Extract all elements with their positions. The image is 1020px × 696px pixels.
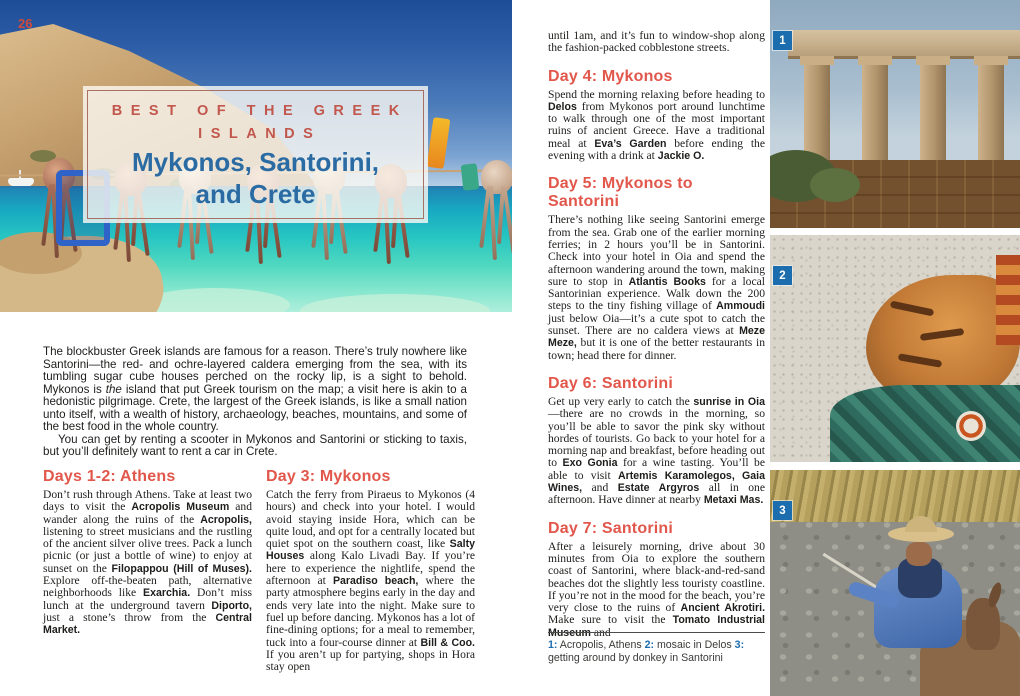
day-3-heading: Day 3: Mykonos bbox=[266, 468, 391, 485]
article-title-line1: Mykonos, Santorini, bbox=[131, 147, 380, 178]
page-number: 26 bbox=[18, 16, 33, 31]
day-3-body: Catch the ferry from Piraeus to Mykonos (4 hours) and check into your hotel. I would avoid staying inside Hora, which can be quite loud, and opt for a centrally located but quiet spot on the southern coast, like Salty Houses along Kalo Livadi Bay. If you’re here to experience the nightlife, spend the afternoon at Paradiso beach, where the party atmosphere begins early in the day and ends very late into the night. Make sure to fuel up before dancing. Mykonos has a lot of fine-dining options; for a meal to remember, tuck into a four-course dinner at Bill & Coo. If you aren’t up for partying, shops in Hora stay open bbox=[266, 488, 475, 674]
photo-donkey bbox=[770, 470, 1020, 696]
tree bbox=[810, 168, 860, 202]
article-title-line2: and Crete bbox=[195, 178, 316, 209]
boat bbox=[8, 178, 34, 186]
day-5-body: There’s nothing like seeing Santorini emerge from the sea. Grab one of the earlier morning ferries; in 2 hours you’ll be in Santorini. Check into your hotel in Oia and spend the afternoon wandering around the town, making sure to stop in Atlantis Books for a local Santorinian experience. Walk down the 200 steps to the tiny fishing village of Ammoudi just below Oia—it’s a cute spot to catch the sunset. There are no caldera views at Meze Meze, but it is one of the better restaurants in town; head there for dinner. bbox=[548, 213, 765, 362]
day-4-body: Spend the morning relaxing before heading to Delos from Mykonos port around lunchtime to walk through one of the most important ruins of ancient Greece. Have a traditional meal at Eva’s Garden before ending the evening with a drink at Jackie O. bbox=[548, 87, 765, 163]
photo-badge-1: 1 bbox=[773, 31, 792, 50]
photo-acropolis bbox=[770, 0, 1020, 228]
dry-grass bbox=[770, 470, 1020, 522]
right-text-column bbox=[548, 30, 765, 639]
intro-paragraph-1: The blockbuster Greek islands are famous for a reason. There’s truly nowhere like Santorini—the red- and ochre-layered caldera emerging from the sea, with its tumbling sugar cube houses perched on the rocky lip, is a sight to behold. Mykonos is the island that put Greek tourism on the map; a visit here is akin to a hedonistic pilgrimage. Crete, the largest of the Greek islands, is like a small nation unto itself, with a wealth of history, archaeology, beaches, mountains, and some of the best food in the whole country. bbox=[43, 345, 467, 433]
intro-paragraph-2: You can get by renting a scooter in Mykonos and Santorini or sticking to taxis, but you’ll definitely want to rent a car in Crete. bbox=[43, 432, 467, 458]
rider-face bbox=[906, 542, 932, 566]
right-page bbox=[510, 0, 1020, 696]
day-6-body: Get up very early to catch the sunrise in Oia—there are no crowds in the morning, so you’ll be able to savor the pink sky without hordes of tourists. Go back to your hotel for a morning nap and breakfast, before heading out to Exo Gonia for a wine tasting. You’ll be able to visit Artemis Karamolegos, Gaia Wines, and Estate Argyros all in one afternoon. Have dinner at nearby Metaxi Mas. bbox=[548, 394, 766, 507]
title-box-border bbox=[87, 90, 424, 219]
days-1-2-body: Don’t rush through Athens. Take at least two days to visit the Acropolis Museum and wander along the ruins of the Acropolis, listening to street musicians and the rustling of the ancient silver olive trees. Pack a lunch picnic (or just a bottle of wine) to enjoy at sunset on the Filopappou (Hill of Muses). Explore off-the-beaten path, alternative neighborhoods like Exarchia. Don’t miss lunch at the underground tavern Diporto, just a stone’s throw from the Central Market. bbox=[43, 488, 253, 637]
series-kicker-line1: BEST OF THE GREEK bbox=[111, 103, 408, 120]
temple-column bbox=[862, 56, 888, 166]
day-7-heading: Day 7: Santorini bbox=[548, 519, 674, 537]
donkey-head bbox=[966, 598, 1000, 650]
photo-caption bbox=[548, 632, 765, 664]
rosette-tile bbox=[956, 411, 986, 441]
photo-badge-3: 3 bbox=[773, 501, 792, 520]
day-7-body: After a leisurely morning, drive about 30 minutes from Oia to explore the southern coast of Santorini, where black-and-red-sand beaches dot the slightly less touristy coastline. If you’re not in the mood for the beach, you’re very close to the ruins of Ancient Akrotiri. Make sure to visit the Tomato Industrial Museum and bbox=[548, 539, 766, 639]
two-column-section bbox=[43, 468, 475, 673]
donkey-ear bbox=[986, 581, 1004, 609]
section-day-7 bbox=[548, 520, 765, 639]
days-1-2-heading: Days 1-2: Athens bbox=[43, 468, 176, 485]
temple-column bbox=[978, 56, 1004, 166]
temple-column bbox=[920, 56, 946, 166]
yellow-clothespin bbox=[427, 117, 451, 169]
day-5-heading: Day 5: Mykonos to Santorini bbox=[548, 175, 693, 211]
temple-column bbox=[804, 56, 830, 166]
caption-rule bbox=[548, 632, 765, 633]
straw-hat bbox=[888, 526, 954, 542]
title-box bbox=[83, 86, 428, 223]
column-days-1-2 bbox=[43, 468, 252, 673]
intro-paragraphs bbox=[43, 346, 467, 459]
photo-badge-2: 2 bbox=[773, 266, 792, 285]
temple-entablature bbox=[788, 30, 1020, 56]
series-kicker-line2: ISLANDS bbox=[198, 125, 322, 142]
day-6-heading: Day 6: Santorini bbox=[548, 374, 674, 392]
red-tiles bbox=[996, 255, 1020, 345]
section-day-6 bbox=[548, 375, 765, 507]
hero-photo bbox=[0, 0, 512, 312]
octopus bbox=[478, 160, 512, 268]
continuation-paragraph: until 1am, and it’s fun to window-shop along the fashion-packed cobblestone streets. bbox=[548, 29, 765, 55]
column-day-3 bbox=[266, 468, 475, 673]
section-day-4 bbox=[548, 68, 765, 163]
teal-clothespin bbox=[461, 163, 480, 191]
photo-mosaic bbox=[770, 235, 1020, 462]
day-4-heading: Day 4: Mykonos bbox=[548, 67, 673, 85]
teal-tiles bbox=[830, 385, 1020, 462]
section-day-5 bbox=[548, 175, 765, 362]
caption-text: 1: Acropolis, Athens 2: mosaic in Delos 3: getting around by donkey in Santorini bbox=[548, 639, 745, 664]
